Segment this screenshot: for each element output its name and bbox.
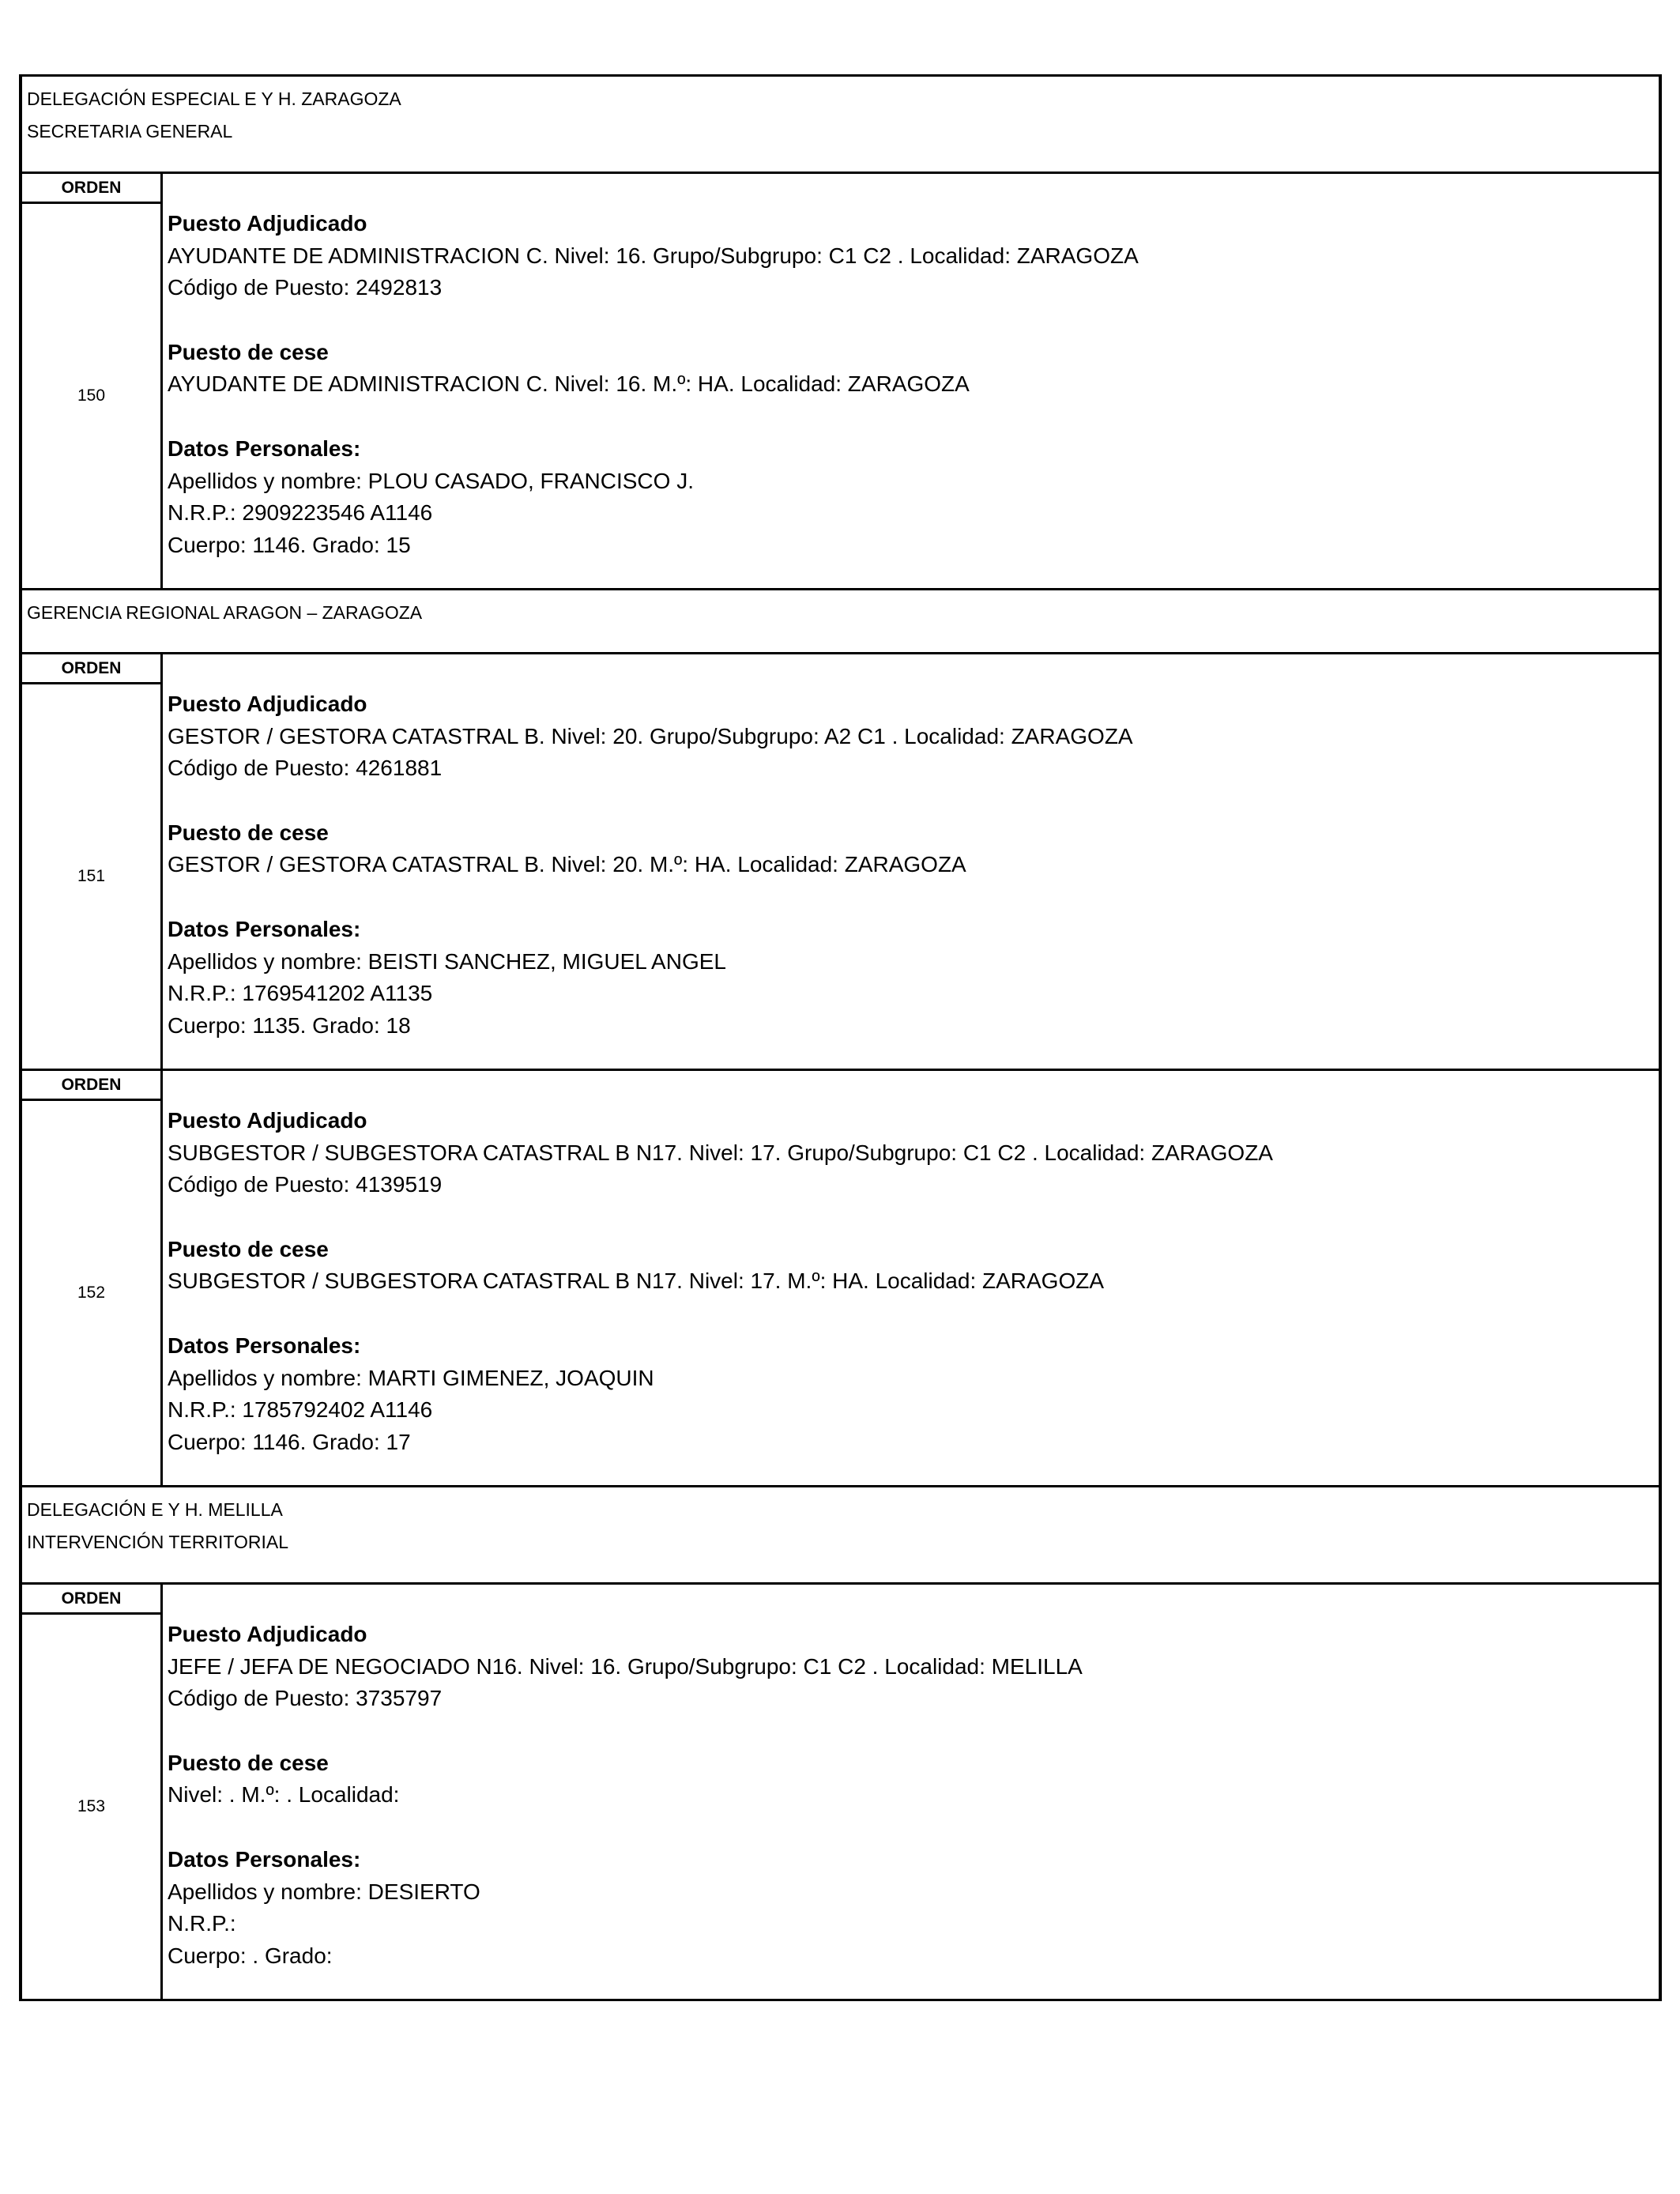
nrp: N.R.P.: 1769541202 A1135 (168, 981, 433, 1006)
codigo-puesto: Código de Puesto: 2492813 (168, 275, 443, 300)
orden-column (22, 654, 163, 1069)
entry-content (163, 1071, 1659, 1485)
orden-label: ORDEN (22, 654, 160, 684)
puesto-adjudicado-line: AYUDANTE DE ADMINISTRACION C. Nivel: 16. Grupo/Subgrupo: C1 C2 . Localidad: ZARAGOZA (168, 243, 1139, 268)
puesto-adjudicado-title: Puesto Adjudicado (168, 1108, 367, 1133)
entry-row (22, 652, 1659, 1069)
apellidos-nombre: Apellidos y nombre: BEISTI SANCHEZ, MIGUEL ANGEL (168, 948, 726, 974)
puesto-cese-line: SUBGESTOR / SUBGESTORA CATASTRAL B N17. Nivel: 17. M.º: HA. Localidad: ZARAGOZA (168, 1269, 1105, 1294)
cuerpo-grado: Cuerpo: 1146. Grado: 15 (168, 532, 411, 557)
datos-personales-title: Datos Personales: (168, 1333, 361, 1358)
entry-content (163, 654, 1659, 1069)
entry-row (22, 1069, 1659, 1485)
datos-personales-title: Datos Personales: (168, 916, 361, 941)
section-header-line: DELEGACIÓN ESPECIAL E Y H. ZARAGOZA (27, 89, 401, 109)
nrp: N.R.P.: (168, 1911, 236, 1936)
orden-label: ORDEN (22, 174, 160, 204)
orden-number: 151 (77, 867, 106, 885)
orden-number: 152 (77, 1284, 106, 1302)
entry-content (163, 1585, 1659, 1999)
datos-personales-title: Datos Personales: (168, 435, 361, 461)
entry-content (163, 174, 1659, 588)
datos-personales-title: Datos Personales: (168, 1846, 361, 1872)
adjudication-table (19, 74, 1662, 2001)
orden-column (22, 174, 163, 588)
puesto-cese-line: Nivel: . M.º: . Localidad: (168, 1782, 400, 1808)
cuerpo-grado: Cuerpo: 1146. Grado: 17 (168, 1429, 411, 1454)
section-header (22, 74, 1659, 172)
puesto-cese-title: Puesto de cese (168, 1236, 329, 1261)
puesto-cese-title: Puesto de cese (168, 820, 329, 845)
entry-row (22, 1582, 1659, 1999)
orden-label: ORDEN (22, 1071, 160, 1101)
section-header-line: INTERVENCIÓN TERRITORIAL (27, 1532, 289, 1552)
section-header (22, 1485, 1659, 1582)
puesto-adjudicado-line: SUBGESTOR / SUBGESTORA CATASTRAL B N17. Nivel: 17. Grupo/Subgrupo: C1 C2 . Localidad: ZARAGOZA (168, 1140, 1273, 1165)
codigo-puesto: Código de Puesto: 4139519 (168, 1172, 443, 1197)
puesto-adjudicado-title: Puesto Adjudicado (168, 692, 367, 716)
section-header-line: GERENCIA REGIONAL ARAGON – ZARAGOZA (27, 602, 423, 623)
orden-number: 153 (77, 1797, 106, 1815)
orden-column (22, 1585, 163, 1999)
puesto-cese-title: Puesto de cese (168, 339, 329, 364)
apellidos-nombre: Apellidos y nombre: DESIERTO (168, 1879, 480, 1904)
nrp: N.R.P.: 2909223546 A1146 (168, 500, 433, 526)
puesto-adjudicado-line: JEFE / JEFA DE NEGOCIADO N16. Nivel: 16. Grupo/Subgrupo: C1 C2 . Localidad: MELILLA (168, 1653, 1083, 1679)
puesto-cese-line: GESTOR / GESTORA CATASTRAL B. Nivel: 20. M.º: HA. Localidad: ZARAGOZA (168, 852, 966, 877)
codigo-puesto: Código de Puesto: 3735797 (168, 1686, 443, 1711)
puesto-cese-line: AYUDANTE DE ADMINISTRACION C. Nivel: 16. M.º: HA. Localidad: ZARAGOZA (168, 371, 970, 397)
orden-column (22, 1071, 163, 1485)
nrp: N.R.P.: 1785792402 A1146 (168, 1397, 433, 1423)
orden-label: ORDEN (22, 1585, 160, 1615)
apellidos-nombre: Apellidos y nombre: MARTI GIMENEZ, JOAQUIN (168, 1365, 654, 1390)
entry-row (22, 172, 1659, 588)
orden-number: 150 (77, 386, 106, 405)
apellidos-nombre: Apellidos y nombre: PLOU CASADO, FRANCISCO J. (168, 468, 694, 493)
cuerpo-grado: Cuerpo: . Grado: (168, 1943, 333, 1968)
puesto-adjudicado-line: GESTOR / GESTORA CATASTRAL B. Nivel: 20. Grupo/Subgrupo: A2 C1 . Localidad: ZARAGOZA (168, 723, 1133, 748)
puesto-adjudicado-title: Puesto Adjudicado (168, 211, 367, 236)
section-header-line: SECRETARIA GENERAL (27, 121, 233, 141)
codigo-puesto: Código de Puesto: 4261881 (168, 756, 443, 781)
puesto-adjudicado-title: Puesto Adjudicado (168, 1622, 367, 1646)
puesto-cese-title: Puesto de cese (168, 1750, 329, 1775)
cuerpo-grado: Cuerpo: 1135. Grado: 18 (168, 1012, 411, 1038)
section-header-line: DELEGACIÓN E Y H. MELILLA (27, 1499, 283, 1520)
section-header (22, 588, 1659, 652)
